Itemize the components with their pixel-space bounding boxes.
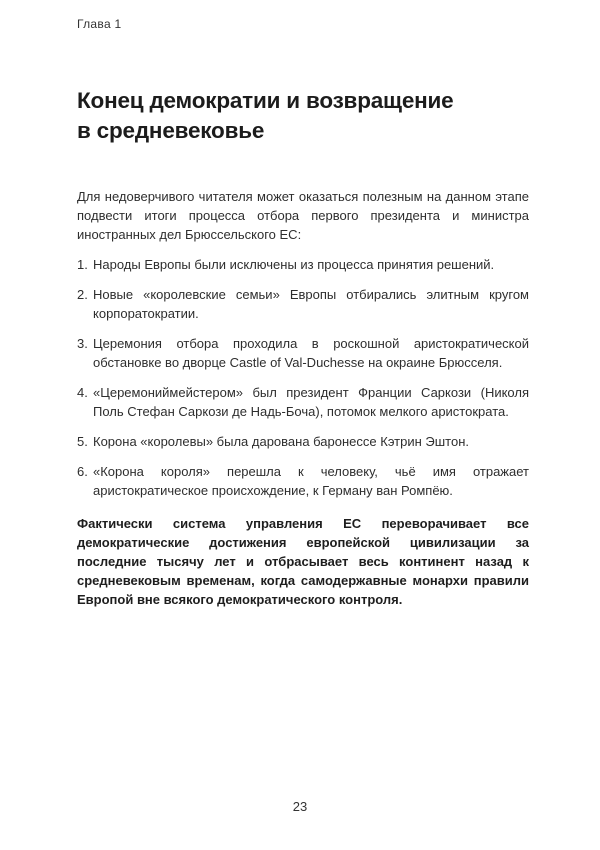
chapter-title-line-1: Конец демократии и возвращение (77, 88, 454, 113)
list-item (77, 462, 529, 500)
list-item (77, 285, 529, 323)
list-item (77, 383, 529, 421)
page-number: 23 (292, 799, 308, 814)
list-item-text: Новые «королевские семьи» Европы отбирались элитным кругом корпоратократии. (93, 287, 529, 321)
list-item-text: Церемония отбора проходила в роскошной аристократической обстановке во дворце Castle of Val-Duchesse на окраине Брюсселя. (93, 336, 529, 370)
conclusion-paragraph: Фактически система управления ЕС переворачивает все демократические достижения европейской цивилизации за последние тысячу лет и отбрасывает весь континент назад к средневековым временам, когда самодержавные монархи правили Европой вне всякого демократического контроля. (77, 516, 529, 607)
list-item-number: 4. (77, 385, 88, 400)
list-item-number: 6. (77, 464, 88, 479)
chapter-title (77, 86, 527, 146)
list-item (77, 334, 529, 372)
body-text (77, 187, 529, 609)
list-item-text: «Корона короля» перешла к человеку, чьё имя отражает аристократическое происхождение, к Герману ван Ромпёю. (93, 464, 529, 498)
list-item-number: 3. (77, 336, 88, 351)
list-item-number: 2. (77, 287, 88, 302)
list-item-number: 1. (77, 257, 88, 272)
list-item-text: Народы Европы были исключены из процесса принятия решений. (93, 257, 495, 272)
list-item (77, 255, 529, 274)
summary-list (77, 255, 529, 500)
intro-paragraph: Для недоверчивого читателя может оказаться полезным на данном этапе подвести итоги процесса отбора первого президента и министра иностранных дел Брюссельского ЕС: (77, 189, 529, 242)
list-item-number: 5. (77, 434, 88, 449)
list-item-text: «Церемониймейстером» был президент Франции Саркози (Николя Поль Стефан Саркози де Надь-Боча), потомок мелкого аристократа. (93, 385, 529, 419)
chapter-title-line-2: в средневековье (77, 118, 265, 143)
running-head: Глава 1 (77, 17, 122, 31)
list-item-text: Корона «королевы» была дарована баронессе Кэтрин Эштон. (93, 434, 470, 449)
list-item (77, 432, 529, 451)
